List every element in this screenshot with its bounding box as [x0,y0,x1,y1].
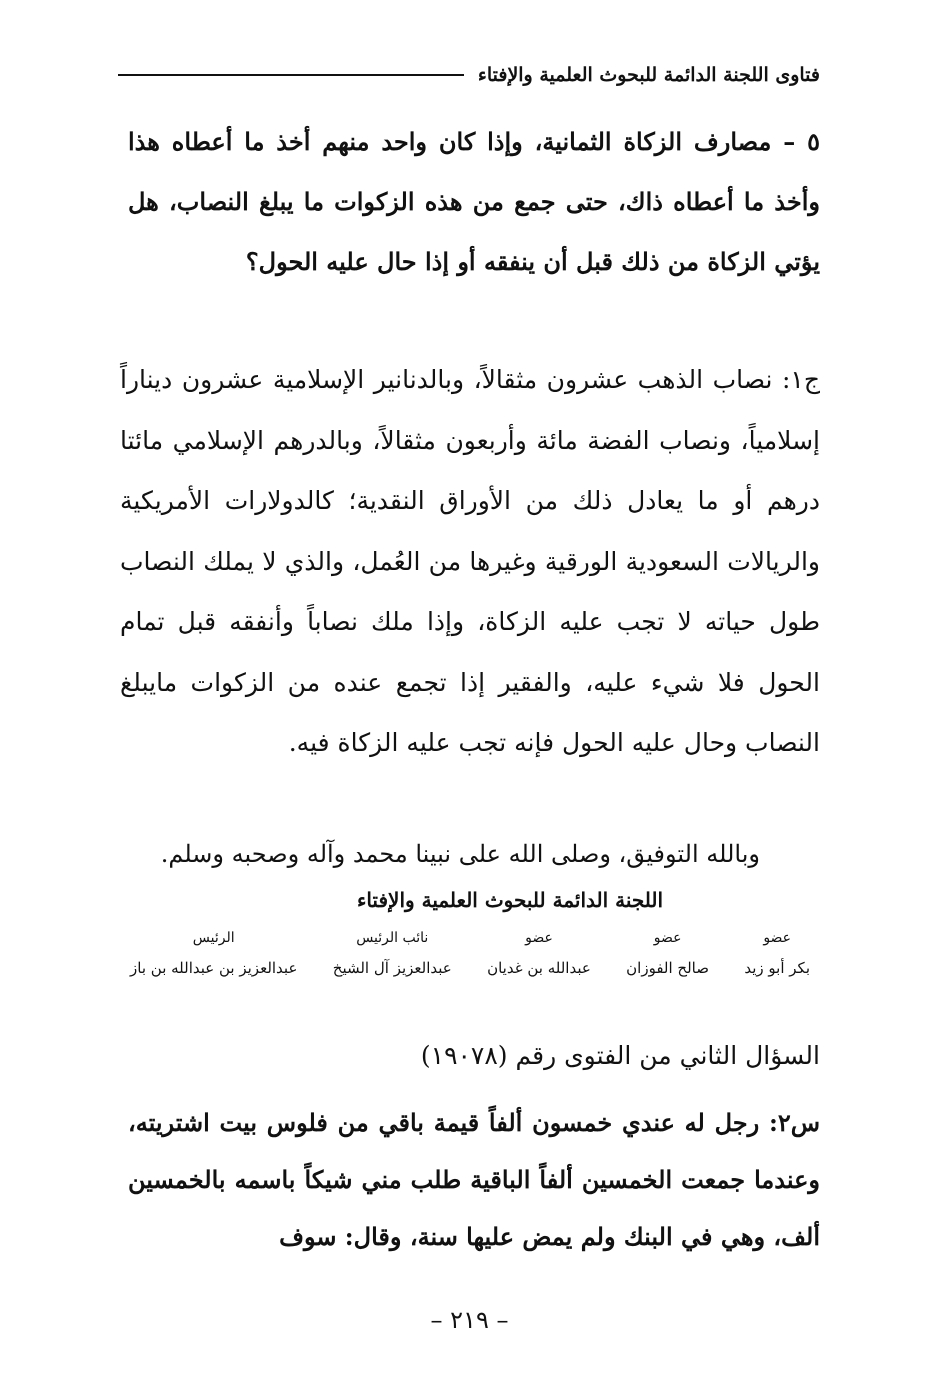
answer-1-text: ج١: نصاب الذهب عشرون مثقالاً، وبالدنانير الإسلامية عشرون ديناراً إسلامياً، ونصاب الفضة مائة وأربعون مثقالاً، وبالدرهم الإسلامي مائتا درهم أو ما يعادل ذلك من الأوراق النقدية؛ كالدولارات الأمريكية والريالات السعودية الورقية وغيرها من العُمل، والذي لا يملك النصاب طول حياته لا تجب عليه الزكاة، وإذا ملك نصاباً وأنفقه قبل تمام الحول فلا شيء عليه، والفقير إذا تجمع عنده من الزكوات مايبلغ النصاب وحال عليه الحول فإنه تجب عليه الزكاة فيه. [120,365,820,757]
signatory [626,926,709,990]
question-2-text: س٢: رجل له عندي خمسون ألفاً قيمة باقي من فلوس بيت اشتريته، وعندما جمعت الخمسين ألفاً الباقية طلب مني شيكاً باسمه بالخمسين ألف، وهي في البنك ولم يمض عليها سنة، وقال: سوف [128,1108,820,1251]
signatory-role: عضو [525,930,553,946]
running-header [118,58,820,92]
signatory-role: عضو [653,930,682,946]
signatory-role: الرئيس [192,930,235,946]
signatory [744,926,810,990]
signatory-role: عضو [763,930,792,946]
signatory-name: عبدالله بن غديان [487,959,591,977]
committee-name: اللجنة الدائمة للبحوث العلمية والإفتاء [356,888,664,912]
signatory-name: عبدالعزيز بن عبدالله بن باز [130,959,298,977]
question-1-text: ٥ – مصارف الزكاة الثمانية، وإذا كان واحد منهم أخذ ما أعطاه هذا وأخذ ما أعطاه ذاك، حتى جمع من هذه الزكوات ما يبلغ النصاب، هل يؤتي الزكاة من ذلك قبل أن ينفقه أو إذا حال عليه الحول؟ [128,127,820,276]
signatory [333,926,452,990]
question-2-title: السؤال الثاني من الفتوى رقم (١٩٠٧٨) [420,1041,820,1070]
signatories [130,926,810,990]
signatory [130,926,297,990]
closing-prayer: وبالله التوفيق، وصلى الله على نبينا محمد وآله وصحبه وسلم. [160,840,760,868]
signatory [487,926,591,990]
header-title: فتاوى اللجنة الدائمة للبحوث العلمية والإفتاء [477,64,820,86]
signatory-name: عبدالعزيز آل الشيخ [332,959,452,977]
signatory-role: نائب الرئيس [356,930,429,946]
header-rule [118,74,464,76]
signatory-name: صالح الفوزان [626,959,709,977]
signatory-name: بكر أبو زيد [744,959,810,977]
page-number: – ٢١٩ – [430,1306,509,1334]
